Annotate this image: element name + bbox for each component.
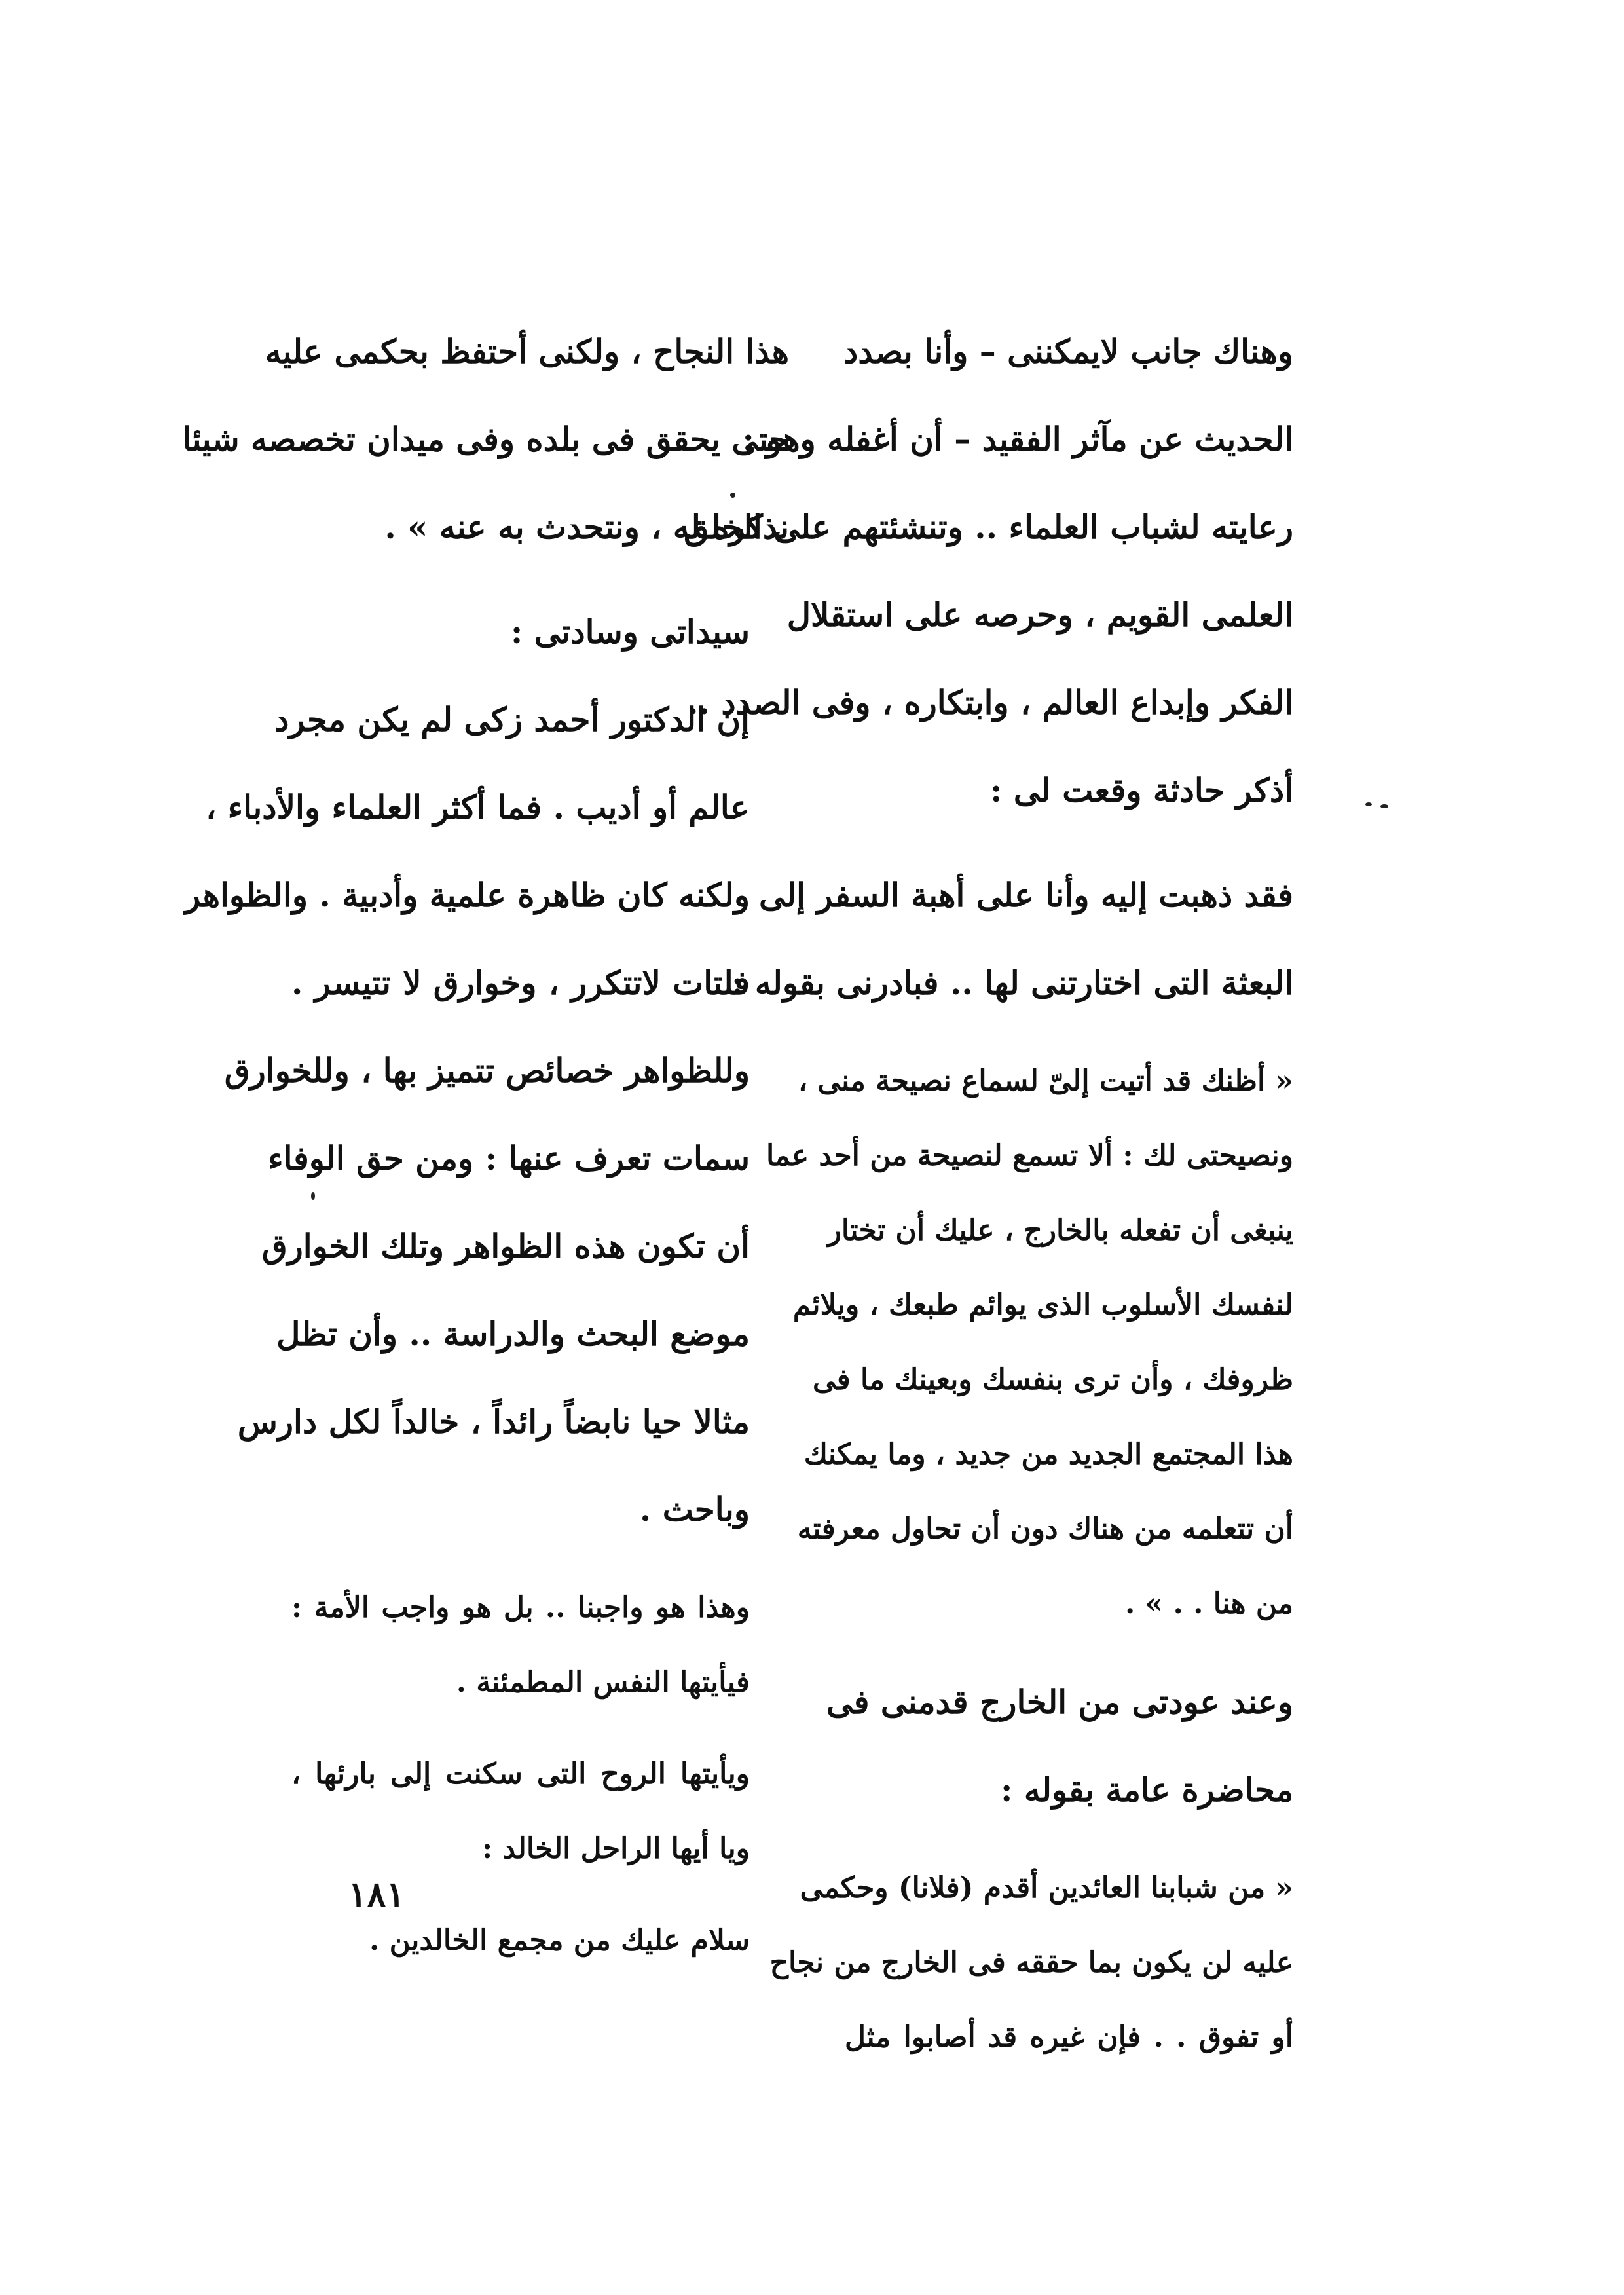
- text-line: وللظواهر خصائص تتميز بها ، وللخوارق: [224, 1051, 750, 1090]
- text-line: ولكنه كان ظاهرة علمية وأدبية . والظواهر: [185, 876, 750, 914]
- paragraph: [731, 851, 1333, 1027]
- text-line: وهذا هو واجبنا .. بل هو واجب الأمة :: [291, 1591, 750, 1624]
- text-line: ويا أيها الراحل الخالد :: [481, 1832, 750, 1865]
- paragraph: [185, 676, 789, 1554]
- text-line: العلمى القويم ، وحرصه على استقلال: [786, 595, 1293, 634]
- text-line: أو تفوق . . فإن غيره قد أصابوا مثل: [845, 2021, 1293, 2054]
- text-line: عالم أو أديب . فما أكثر العلماء والأدباء ،: [206, 788, 750, 827]
- scan-speck: [1380, 804, 1388, 808]
- text-line: ظروفك ، وأن ترى بنفسك وبعينك ما فى: [813, 1363, 1293, 1396]
- text-line: سمات تعرف عنها : ومن حق الوفاء: [268, 1139, 750, 1178]
- text-line: فيأيتها النفس المطمئنة .: [456, 1666, 750, 1699]
- text-line: موضع البحث والدراسة .. وأن تظل: [276, 1315, 750, 1353]
- paragraph: [182, 308, 789, 571]
- text-line: نذكره له ، ونتحدث به عنه » .: [384, 508, 789, 546]
- text-line: فقد ذهبت إليه وأنا على أهبة السفر إلى: [759, 876, 1293, 914]
- text-line: الحديث عن مآثر الفقيد – أن أغفله وهو :: [742, 420, 1293, 458]
- text-line: وهناك جانب لايمكننى – وأنا بصدد: [843, 332, 1293, 371]
- paragraph: [684, 308, 1333, 834]
- text-line: أذكر حادثة وقعت لى :: [990, 771, 1293, 810]
- salutation: [291, 588, 789, 676]
- text-line: ونصيحتى لك : ألا تسمع لنصيحة من أحد عما: [766, 1139, 1293, 1172]
- text-line: من هنا . . » .: [1125, 1587, 1293, 1620]
- paragraph: [826, 1658, 1333, 1834]
- text-line: عليه لن يكون بما حققه فى الخارج من نجاح: [769, 1946, 1293, 1979]
- text-line: أن تتعلمه من هناك دون أن تحاول معرفته: [797, 1512, 1293, 1546]
- text-line: هذا المجتمع الجديد من جديد ، وما يمكنك: [803, 1438, 1293, 1471]
- text-line: « من شبابنا العائدين أقدم (فلانا) وحكمى: [800, 1871, 1293, 1905]
- page-number: ١٨١: [348, 1873, 405, 1915]
- text-line: الفكر وإبداع العالم ، وابتكاره ، وفى الصدد ..: [687, 683, 1293, 722]
- text-line: فلتات لاتتكرر ، وخوارق لا تتيسر .: [291, 963, 750, 1002]
- text-line: هذا النجاح ، ولكنى أحتفظ بحكمى عليه: [265, 332, 789, 371]
- text-line: مثالا حيا نابضاً رائداً ، خالداً لكل دارس: [237, 1402, 750, 1441]
- text-line: سلام عليك من مجمع الخالدين .: [369, 1924, 750, 1957]
- scan-speck: [311, 1192, 315, 1200]
- text-line: البعثة التى اختارتنى لها .. فبادرنى بقوله :: [731, 963, 1293, 1002]
- text-line: ويأيتها الروح التى سكنت إلى بارئها ،: [291, 1757, 750, 1791]
- text-line: لنفسك الأسلوب الذى يوائم طبعك ، ويلائم: [792, 1288, 1293, 1322]
- left-text-column: [182, 308, 789, 1978]
- text-line: ينبغى أن تفعله بالخارج ، عليك أن تختار: [827, 1214, 1293, 1247]
- quote-paragraph: [769, 1851, 1333, 2075]
- text-line: وعند عودتى من الخارج قدمنى فى: [826, 1683, 1293, 1721]
- text-line: وباحث .: [639, 1490, 750, 1529]
- text-line: حتى يحقق فى بلده وفى ميدان تخصصه شيئا: [182, 420, 789, 458]
- text-line: رعايته لشباب العلماء .. وتنشئتهم على الخلق: [684, 508, 1293, 546]
- text-line: « أظنك قد أتيت إلىّ لسماع نصيحة منى ،: [798, 1064, 1293, 1098]
- text-line: محاضرة عامة بقوله :: [1001, 1770, 1293, 1809]
- text-line: أن تكون هذه الظواهر وتلك الخوارق: [261, 1227, 750, 1265]
- paragraph: [291, 1571, 789, 1720]
- text-line: إن الدكتور أحمد زكى لم يكن مجرد: [274, 700, 750, 739]
- text-line: سيداتى وسادتى :: [510, 612, 750, 651]
- quote-paragraph: [766, 1044, 1333, 1641]
- scan-speck: [1365, 802, 1372, 806]
- paragraph: [291, 1737, 789, 1886]
- scan-speck: [730, 493, 735, 498]
